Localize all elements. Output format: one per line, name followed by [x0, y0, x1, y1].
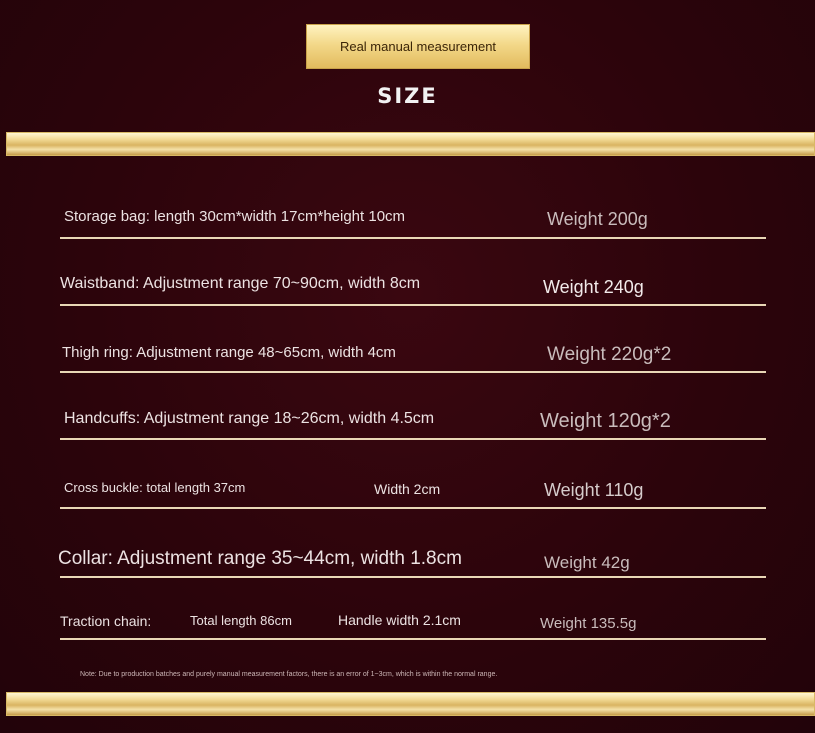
row-divider	[60, 237, 766, 239]
row-divider	[60, 507, 766, 509]
bottom-gold-band	[6, 692, 815, 716]
collar-desc: Collar: Adjustment range 35~44cm, width 1.8cm	[58, 548, 462, 569]
top-gold-band	[6, 132, 815, 156]
page-title: SIZE	[377, 84, 438, 108]
row-divider	[60, 438, 766, 440]
collar-weight: Weight 42g	[544, 553, 630, 572]
row-divider	[60, 638, 766, 640]
cross-buckle-weight: Weight 110g	[544, 480, 644, 500]
traction-chain-length: Total length 86cm	[190, 613, 292, 628]
handcuffs-weight: Weight 120g*2	[540, 410, 671, 432]
row-divider	[60, 304, 766, 306]
badge-label: Real manual measurement	[339, 39, 497, 54]
traction-chain-weight: Weight 135.5g	[540, 615, 637, 632]
row-divider	[60, 576, 766, 578]
real-measurement-badge	[306, 24, 530, 69]
storage-bag-desc: Storage bag: length 30cm*width 17cm*height 10cm	[64, 208, 406, 225]
thigh-ring-weight: Weight 220g*2	[547, 344, 672, 365]
traction-chain-desc: Traction chain:	[60, 613, 152, 629]
cross-buckle-desc: Cross buckle: total length 37cm	[64, 480, 246, 495]
handcuffs-desc: Handcuffs: Adjustment range 18~26cm, width 4.5cm	[64, 410, 435, 427]
waistband-weight: Weight 240g	[543, 277, 644, 297]
traction-chain-handle: Handle width 2.1cm	[338, 612, 461, 628]
thigh-ring-desc: Thigh ring: Adjustment range 48~65cm, width 4cm	[62, 344, 396, 361]
measurement-note: Note: Due to production batches and purely manual measurement factors, there is an error of 1~3cm, which is within the normal range.	[80, 671, 498, 678]
row-divider	[60, 371, 766, 373]
storage-bag-weight: Weight 200g	[547, 209, 648, 229]
cross-buckle-width: Width 2cm	[374, 481, 441, 497]
waistband-desc: Waistband: Adjustment range 70~90cm, width 8cm	[60, 275, 421, 292]
